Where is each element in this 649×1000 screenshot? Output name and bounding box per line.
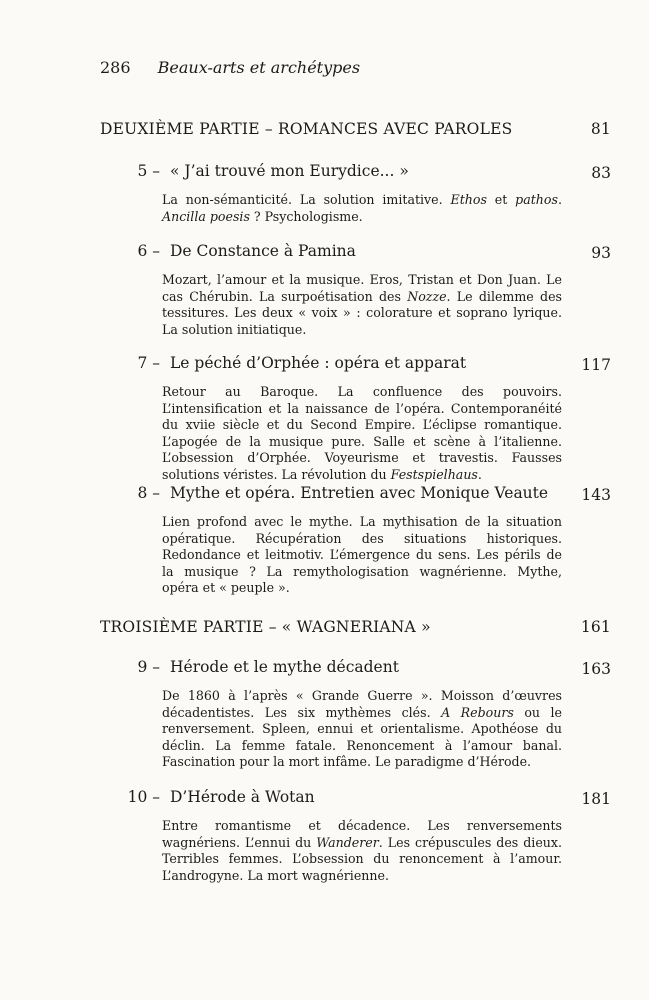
part-heading <box>100 120 611 138</box>
chapter-page: 83 <box>591 164 611 182</box>
chapter-number: 5 – <box>137 162 160 180</box>
chapter-title: Mythe et opéra. Entretien avec Monique Veaute <box>170 484 549 502</box>
chapter-title: D’Hérode à Wotan <box>170 788 315 806</box>
chapter-page: 181 <box>581 790 611 808</box>
chapter-entry <box>100 242 611 260</box>
chapter-entry <box>100 658 611 676</box>
chapter-number: 10 – <box>127 788 160 806</box>
part-page: 81 <box>590 120 611 138</box>
chapter-entry <box>100 354 611 372</box>
chapter-summary: De 1860 à l’après « Grande Guerre ». Moisson d’œuvres décadentistes. Les six mythèmes clés. A Rebours ou le renversement. Spleen, ennui et orientalisme. Apothéose du déclin. La femme fatale. Renoncement à l’amour banal. Fascination pour la mort infâme. Le paradigme d’Hérode. <box>162 688 562 770</box>
part-title: TROISIÈME PARTIE – « WAGNERIANA » <box>100 618 431 636</box>
chapter-number: 9 – <box>137 658 160 676</box>
chapter-entry <box>100 484 611 502</box>
chapter-title: Hérode et le mythe décadent <box>170 658 399 676</box>
part-title: DEUXIÈME PARTIE – ROMANCES AVEC PAROLES <box>100 120 513 138</box>
chapter-number: 8 – <box>137 484 160 502</box>
chapter-page: 93 <box>591 244 611 262</box>
chapter-page: 117 <box>581 356 611 374</box>
chapter-title: Le péché d’Orphée : opéra et apparat <box>170 354 467 372</box>
part-heading <box>100 618 611 636</box>
page-number: 286 <box>100 58 131 77</box>
running-head <box>100 58 360 77</box>
chapter-summary: Mozart, l’amour et la musique. Eros, Tristan et Don Juan. Le cas Chérubin. La surpoétisation des Nozze. Le dilemme des tessitures. Les deux « voix » : colorature et soprano lyrique. La solution initiatique. <box>162 272 562 337</box>
chapter-title: « J’ai trouvé mon Eurydice... » <box>170 162 409 180</box>
book-title: Beaux-arts et archétypes <box>157 58 361 77</box>
chapter-summary: Retour au Baroque. La confluence des pouvoirs. L’intensification et la naissance de l’opéra. Contemporanéité du xviie siècle et du Second Empire. L’éclipse romantique. L’apogée de la musique pure. Salle et scène à l’italienne. L’obsession d’Orphée. Voyeurisme et travestis. Fausses solutions véristes. La révolution du Festspielhaus. <box>162 384 562 482</box>
chapter-summary: Lien profond avec le mythe. La mythisation de la situation opératique. Récupération des situations historiques. Redondance et leitmotiv. L’émergence du sens. Les périls de la musique ? La remythologisation wagnérienne. Mythe, opéra et « peuple ». <box>162 514 562 596</box>
chapter-summary: La non-sémanticité. La solution imitative. Ethos et pathos. Ancilla poesis ? Psychologisme. <box>162 192 562 224</box>
chapter-number: 6 – <box>137 242 160 260</box>
chapter-summary: Entre romantisme et décadence. Les renversements wagnériens. L’ennui du Wanderer. Les crépuscules des dieux. Terribles femmes. L’obsession du renoncement à l’amour. L’androgyne. La mort wagnérienne. <box>162 818 562 883</box>
chapter-entry <box>100 162 611 180</box>
chapter-number: 7 – <box>137 354 160 372</box>
chapter-page: 143 <box>581 486 611 504</box>
part-page: 161 <box>580 618 611 636</box>
chapter-page: 163 <box>581 660 611 678</box>
chapter-entry <box>100 788 611 806</box>
chapter-title: De Constance à Pamina <box>170 242 356 260</box>
